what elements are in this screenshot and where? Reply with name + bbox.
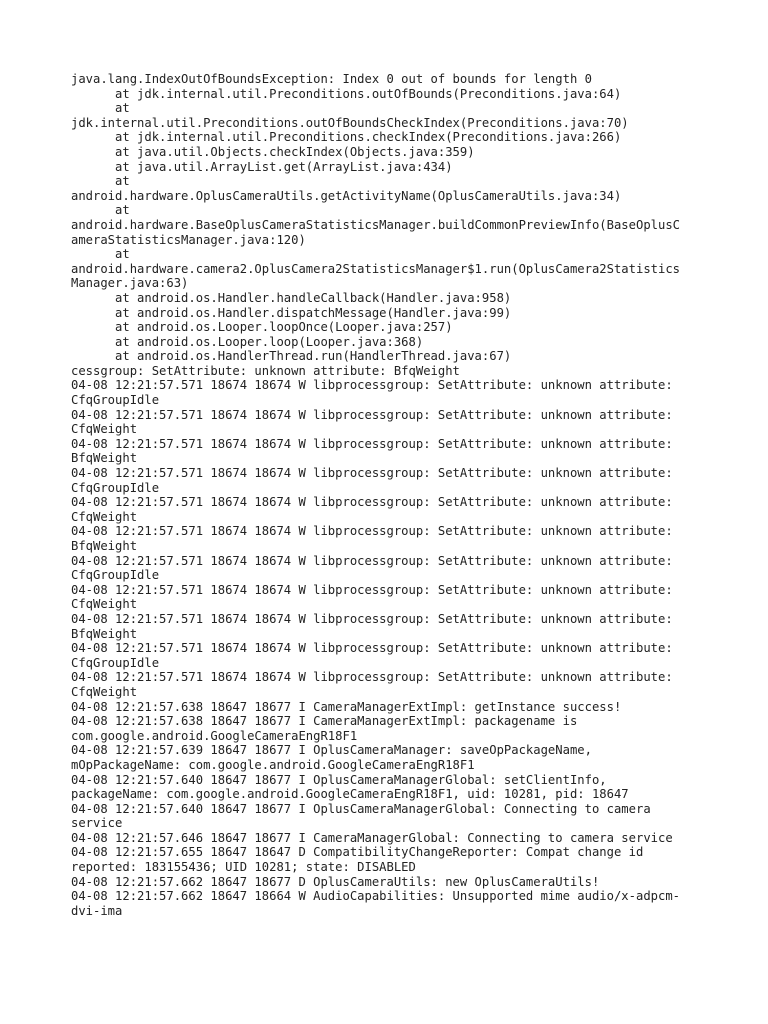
log-line: 04-08 12:21:57.638 18647 18677 I CameraManagerExtImpl: getInstance success! bbox=[71, 699, 622, 714]
log-line: 04-08 12:21:57.662 18647 18664 W AudioCapabilities: Unsupported mime audio/x-adpcm- bbox=[71, 889, 681, 904]
log-line: android.hardware.camera2.OplusCamera2StatisticsManager$1.run(OplusCamera2Statistics bbox=[71, 261, 681, 276]
log-line: CfqWeight bbox=[71, 684, 138, 699]
log-line: at java.util.Objects.checkIndex(Objects.java:359) bbox=[71, 144, 475, 159]
log-line: 04-08 12:21:57.638 18647 18677 I CameraManagerExtImpl: packagename is bbox=[71, 714, 578, 729]
log-line: 04-08 12:21:57.655 18647 18647 D CompatibilityChangeReporter: Compat change id bbox=[71, 845, 644, 860]
log-line: 04-08 12:21:57.571 18674 18674 W libprocessgroup: SetAttribute: unknown attribute: bbox=[71, 407, 673, 422]
log-line: 04-08 12:21:57.571 18674 18674 W libprocessgroup: SetAttribute: unknown attribute: bbox=[71, 553, 673, 568]
log-line: at bbox=[71, 203, 130, 218]
log-line: at java.util.ArrayList.get(ArrayList.java:434) bbox=[71, 159, 453, 174]
log-line: CfqGroupIdle bbox=[71, 655, 160, 670]
log-line: 04-08 12:21:57.639 18647 18677 I OplusCameraManager: saveOpPackageName, bbox=[71, 743, 592, 758]
log-line: BfqWeight bbox=[71, 451, 138, 466]
log-line: Manager.java:63) bbox=[71, 276, 189, 291]
log-line: at android.os.Handler.handleCallback(Handler.java:958) bbox=[71, 290, 512, 305]
log-line: at android.os.HandlerThread.run(HandlerThread.java:67) bbox=[71, 349, 512, 364]
log-line: at bbox=[71, 101, 130, 116]
log-line: BfqWeight bbox=[71, 539, 138, 553]
log-line: com.google.android.GoogleCameraEngR18F1 bbox=[71, 728, 358, 743]
log-line: dvi-ima bbox=[71, 903, 123, 918]
log-line: CfqGroupIdle bbox=[71, 568, 160, 583]
log-line: java.lang.IndexOutOfBoundsException: Index 0 out of bounds for length 0 bbox=[71, 72, 592, 86]
log-line: CfqWeight bbox=[71, 597, 138, 612]
log-line: BfqWeight bbox=[71, 626, 138, 641]
log-line: at android.os.Looper.loop(Looper.java:368) bbox=[71, 334, 424, 349]
log-text-block bbox=[71, 72, 701, 918]
log-line: 04-08 12:21:57.640 18647 18677 I OplusCameraManagerGlobal: setClientInfo, bbox=[71, 772, 607, 787]
log-line: packageName: com.google.android.GoogleCameraEngR18F1, uid: 10281, pid: 18647 bbox=[71, 787, 629, 802]
log-line: CfqGroupIdle bbox=[71, 480, 160, 495]
log-line: 04-08 12:21:57.571 18674 18674 W libprocessgroup: SetAttribute: unknown attribute: bbox=[71, 495, 673, 510]
log-line: at android.os.Looper.loopOnce(Looper.java:257) bbox=[71, 320, 453, 335]
log-line: 04-08 12:21:57.662 18647 18677 D OplusCameraUtils: new OplusCameraUtils! bbox=[71, 874, 600, 889]
log-line: at jdk.internal.util.Preconditions.outOfBounds(Preconditions.java:64) bbox=[71, 86, 622, 101]
log-line: 04-08 12:21:57.571 18674 18674 W libprocessgroup: SetAttribute: unknown attribute: bbox=[71, 670, 673, 685]
log-line: 04-08 12:21:57.571 18674 18674 W libprocessgroup: SetAttribute: unknown attribute: bbox=[71, 582, 673, 597]
log-line: service bbox=[71, 816, 123, 831]
log-line: at jdk.internal.util.Preconditions.checkIndex(Preconditions.java:266) bbox=[71, 130, 622, 145]
log-line: CfqWeight bbox=[71, 509, 138, 524]
log-line: reported: 183155436; UID 10281; state: DISABLED bbox=[71, 860, 416, 875]
log-line: at android.os.Handler.dispatchMessage(Handler.java:99) bbox=[71, 305, 512, 320]
log-line: CfqWeight bbox=[71, 422, 138, 437]
log-line: 04-08 12:21:57.571 18674 18674 W libprocessgroup: SetAttribute: unknown attribute: bbox=[71, 524, 673, 539]
log-line: ameraStatisticsManager.java:120) bbox=[71, 232, 306, 247]
log-line: at bbox=[71, 247, 130, 262]
log-line: jdk.internal.util.Preconditions.outOfBoundsCheckIndex(Preconditions.java:70) bbox=[71, 115, 629, 130]
log-line: android.hardware.OplusCameraUtils.getActivityName(OplusCameraUtils.java:34) bbox=[71, 188, 622, 203]
log-line: 04-08 12:21:57.571 18674 18674 W libprocessgroup: SetAttribute: unknown attribute: bbox=[71, 466, 673, 481]
log-line: mOpPackageName: com.google.android.GoogleCameraEngR18F1 bbox=[71, 757, 475, 772]
log-line: android.hardware.BaseOplusCameraStatisticsManager.buildCommonPreviewInfo(BaseOplusC bbox=[71, 217, 681, 232]
log-line: CfqGroupIdle bbox=[71, 393, 160, 408]
log-line: cessgroup: SetAttribute: unknown attribute: BfqWeight bbox=[71, 363, 460, 378]
log-line: 04-08 12:21:57.571 18674 18674 W libprocessgroup: SetAttribute: unknown attribute: bbox=[71, 436, 673, 451]
log-line: 04-08 12:21:57.571 18674 18674 W libprocessgroup: SetAttribute: unknown attribute: bbox=[71, 611, 673, 626]
log-line: 04-08 12:21:57.571 18674 18674 W libprocessgroup: SetAttribute: unknown attribute: bbox=[71, 378, 673, 393]
log-line: 04-08 12:21:57.646 18647 18677 I CameraManagerGlobal: Connecting to camera service bbox=[71, 830, 673, 845]
log-line: 04-08 12:21:57.640 18647 18677 I OplusCameraManagerGlobal: Connecting to camera bbox=[71, 801, 651, 816]
log-line: at bbox=[71, 174, 130, 189]
log-line: 04-08 12:21:57.571 18674 18674 W libprocessgroup: SetAttribute: unknown attribute: bbox=[71, 641, 673, 656]
